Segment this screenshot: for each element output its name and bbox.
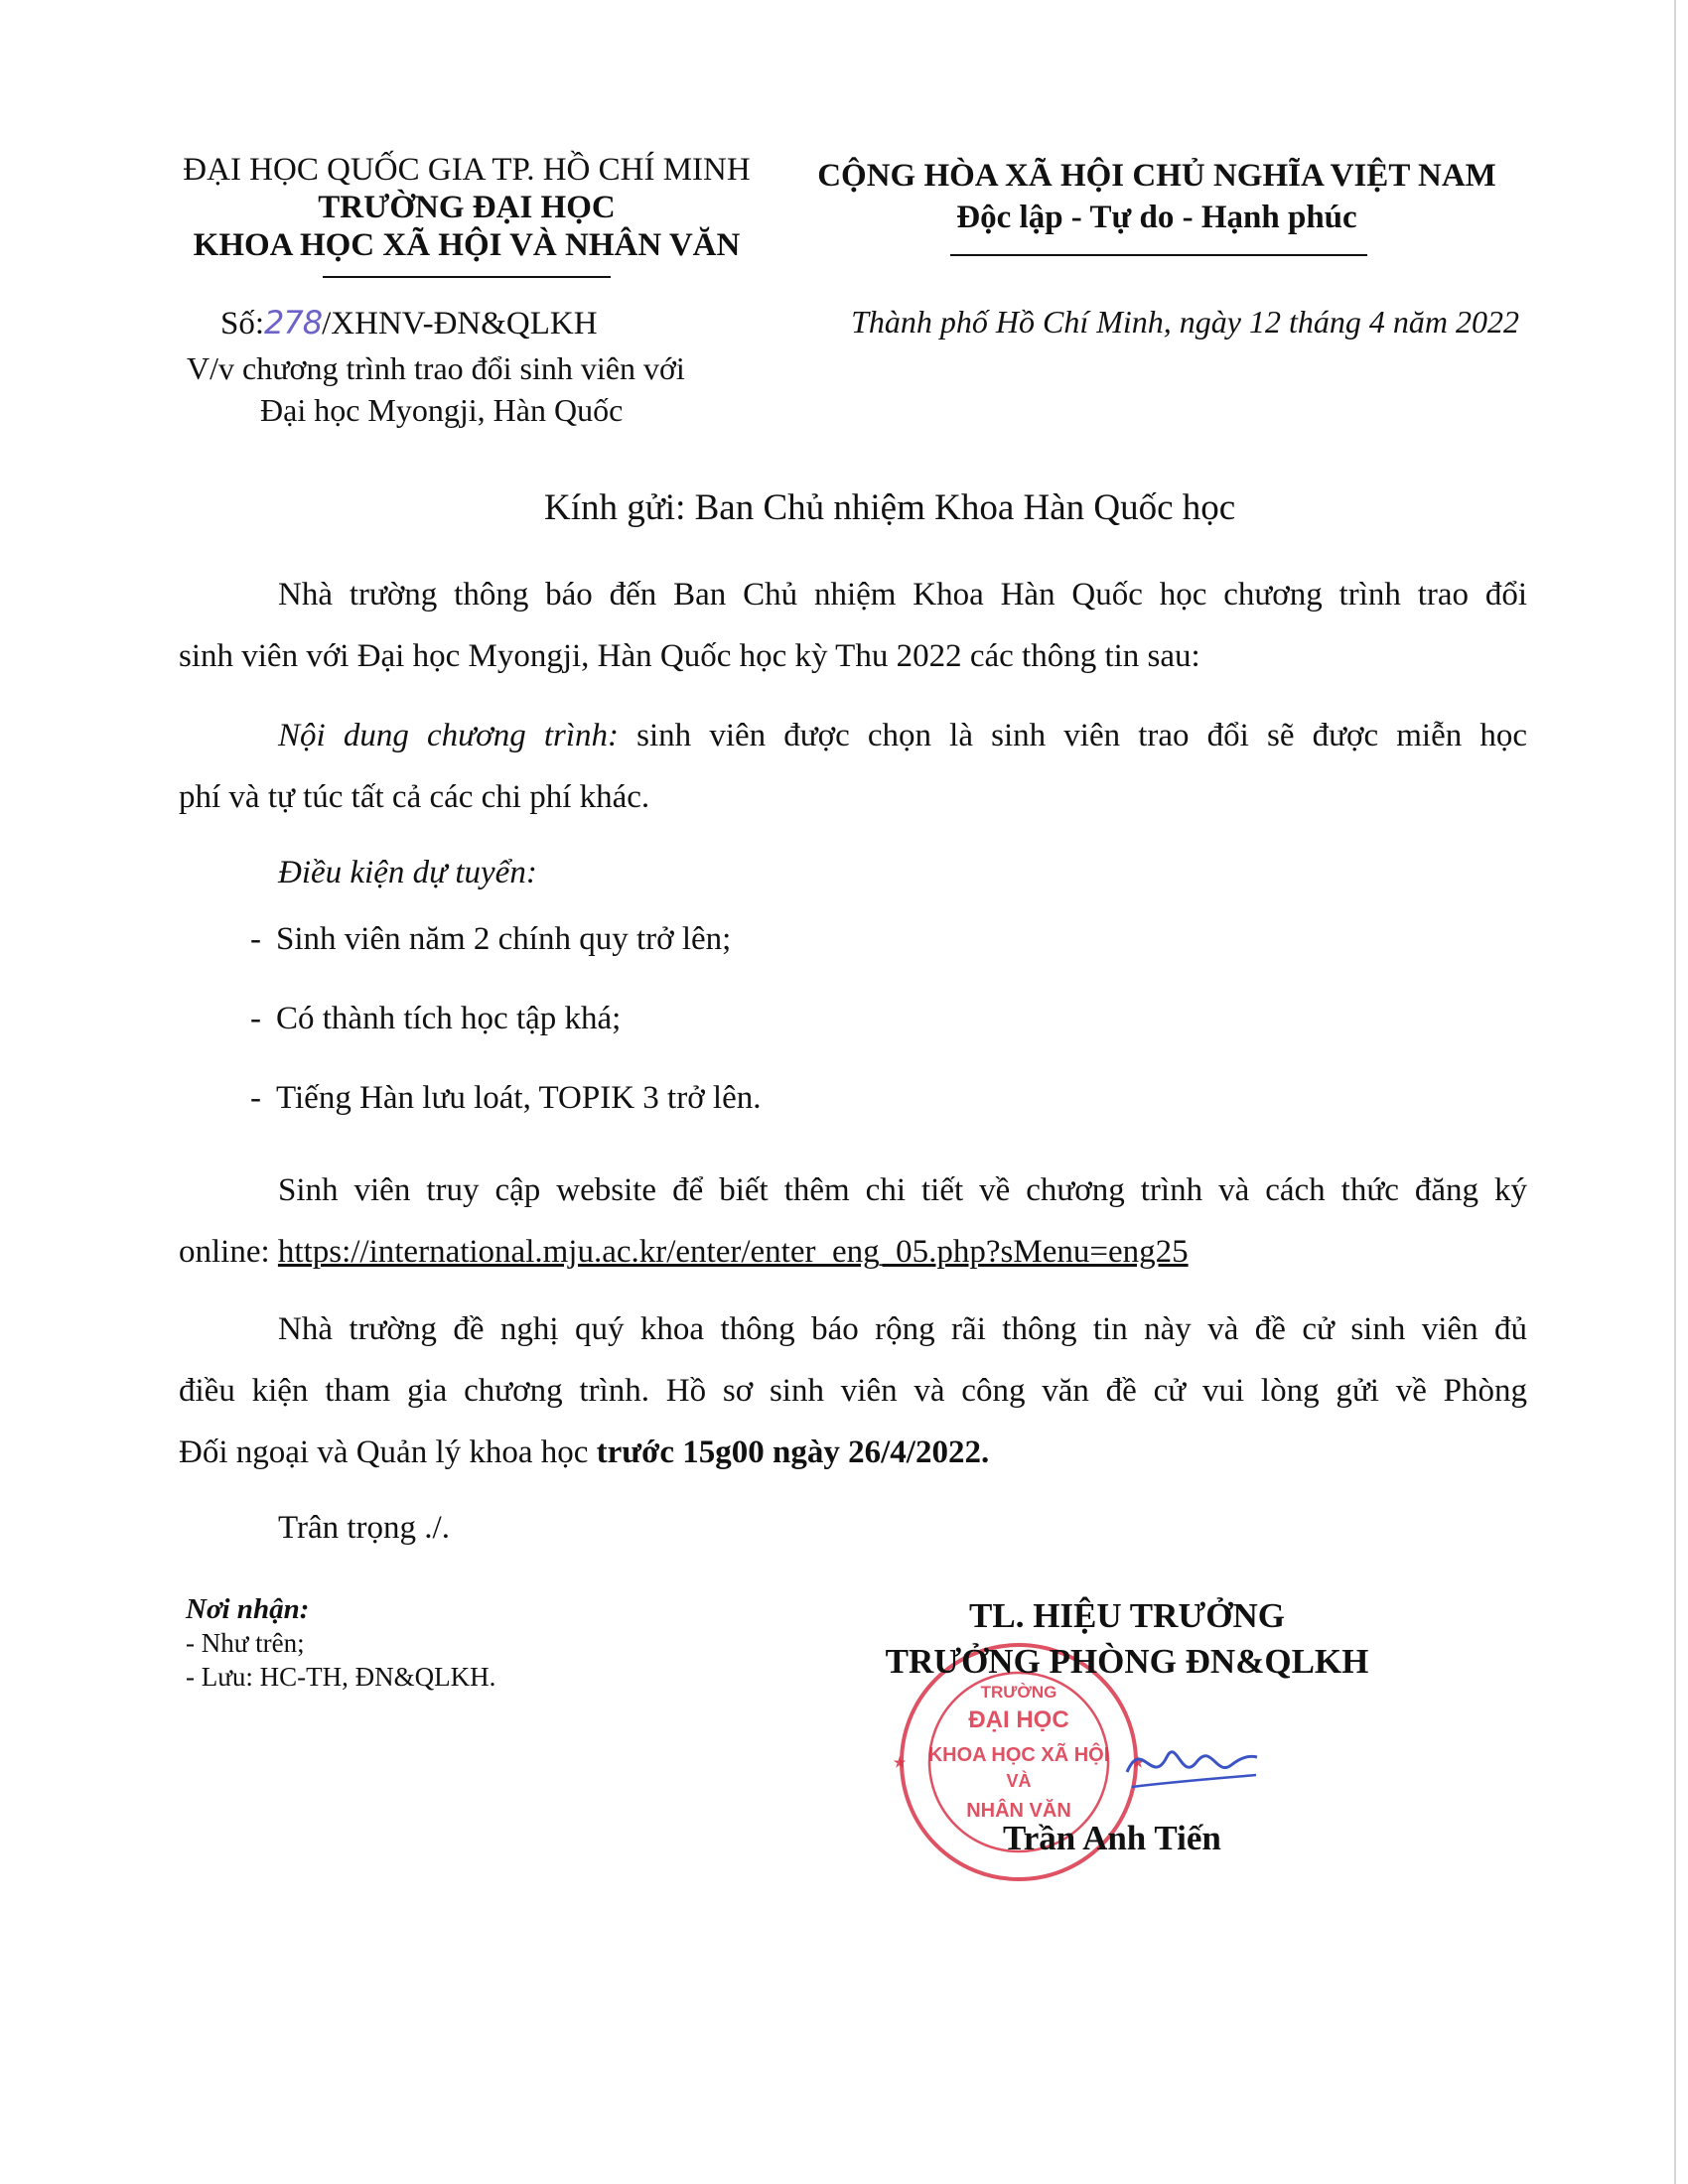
- seal-text: KHOA HỌC XÃ HỘI: [927, 1744, 1110, 1766]
- subject-line2: Đại học Myongji, Hàn Quốc: [260, 392, 624, 428]
- signature-title: [829, 1593, 1425, 1685]
- doc-number-prefix: Số:: [220, 306, 265, 341]
- doc-number-handwritten: 278: [264, 304, 323, 341]
- intro-line2: sinh viên với Đại học Myongji, Hàn Quốc học kỳ Thu 2022 các thông tin sau:: [179, 638, 1200, 674]
- document-number: [220, 304, 598, 342]
- school-name-line2: KHOA HỌC XÃ HỘI VÀ NHÂN VĂN: [193, 227, 741, 263]
- recipient-item: - Lưu: HC-TH, ĐN&QLKH.: [186, 1662, 496, 1692]
- subject-line1: V/v chương trình trao đổi sinh viên với: [187, 350, 685, 386]
- doc-number-suffix: /XHNV-ĐN&QLKH: [322, 306, 598, 341]
- request-line3: Đối ngoại và Quản lý khoa học: [179, 1434, 597, 1470]
- condition-item: - Có thành tích học tập khá;: [250, 1001, 622, 1036]
- seal-text: VÀ: [1006, 1771, 1032, 1791]
- intro-paragraph: [179, 564, 1527, 687]
- recipients-title: Nơi nhận:: [186, 1593, 310, 1625]
- condition-text: Tiếng Hàn lưu loát, TOPIK 3 trở lên.: [276, 1080, 762, 1116]
- signature-scribble: [1122, 1727, 1261, 1807]
- condition-item: - Sinh viên năm 2 chính quy trở lên;: [250, 921, 732, 957]
- website-line1: Sinh viên truy cập website để biết thêm chi tiết về chương trình và cách thức đăng ký: [278, 1172, 1527, 1208]
- request-line2: điều kiện tham gia chương trình. Hồ sơ sinh viên và công văn đề cử vui lòng gửi về Phòng: [179, 1373, 1527, 1409]
- motto: Độc lập - Tự do - Hạnh phúc: [956, 200, 1357, 235]
- content-paragraph: [179, 705, 1527, 828]
- condition-text: Có thành tích học tập khá;: [276, 1001, 622, 1036]
- signer-title2: TRƯỞNG PHÒNG ĐN&QLKH: [885, 1642, 1369, 1681]
- content-line1-wrap: [179, 705, 1527, 766]
- deadline: trước 15g00 ngày 26/4/2022.: [596, 1434, 990, 1470]
- content-line2: phí và tự túc tất cả các chi phí khác.: [179, 779, 650, 815]
- recipient-item: - Như trên;: [186, 1628, 305, 1658]
- school-name-line1: TRƯỜNG ĐẠI HỌC: [318, 190, 616, 225]
- intro-line1: Nhà trường thông báo đến Ban Chủ nhiệm Khoa Hàn Quốc học chương trình trao đổi: [278, 577, 1527, 613]
- request-line1: Nhà trường đề nghị quý khoa thông báo rộng rãi thông tin này và đề cử sinh viên đủ: [278, 1311, 1527, 1347]
- program-website-link[interactable]: https://international.mju.ac.kr/enter/enter_eng_05.php?sMenu=eng25: [277, 1234, 1189, 1270]
- national-motto: [794, 155, 1519, 238]
- document-subject: [187, 347, 685, 431]
- svg-text:★: ★: [893, 1754, 907, 1770]
- website-paragraph: [179, 1160, 1527, 1283]
- university-name: ĐẠI HỌC QUỐC GIA TP. HỒ CHÍ MINH: [183, 152, 751, 188]
- closing-text: Trân trọng ./.: [278, 1510, 450, 1546]
- conditions-label-text: Điều kiện dự tuyển:: [278, 855, 537, 890]
- seal-text: NHÂN VĂN: [966, 1800, 1071, 1822]
- condition-text: Sinh viên năm 2 chính quy trở lên;: [276, 921, 732, 957]
- country-name: CỘNG HÒA XÃ HỘI CHỦ NGHĨA VIỆT NAM: [817, 158, 1496, 194]
- svg-text:★: ★: [1131, 1754, 1145, 1770]
- recipient-greeting: Kính gửi: Ban Chủ nhiệm Khoa Hàn Quốc học: [544, 487, 1236, 528]
- issuing-organization: [159, 151, 774, 264]
- conditions-label: [278, 842, 537, 903]
- seal-text: ĐẠI HỌC: [968, 1706, 1069, 1733]
- scan-edge-line: [1674, 0, 1676, 2184]
- request-paragraph: [179, 1298, 1527, 1483]
- recipients-block: [186, 1592, 495, 1694]
- date-line: Thành phố Hồ Chí Minh, ngày 12 tháng 4 năm 2022: [851, 304, 1519, 340]
- website-prefix: online:: [179, 1234, 278, 1270]
- header-right-rule: [950, 254, 1367, 256]
- content-line1: sinh viên được chọn là sinh viên trao đổi sẽ được miễn học: [619, 718, 1527, 753]
- content-label: Nội dung chương trình:: [278, 718, 620, 753]
- signer-name: Trần Anh Tiến: [1003, 1819, 1221, 1857]
- signer-title1: TL. HIỆU TRƯỞNG: [969, 1596, 1285, 1635]
- seal-text: TRƯỜNG: [980, 1683, 1057, 1702]
- closing: [278, 1497, 450, 1559]
- header-left-rule: [323, 276, 611, 278]
- condition-item: - Tiếng Hàn lưu loát, TOPIK 3 trở lên.: [250, 1080, 762, 1116]
